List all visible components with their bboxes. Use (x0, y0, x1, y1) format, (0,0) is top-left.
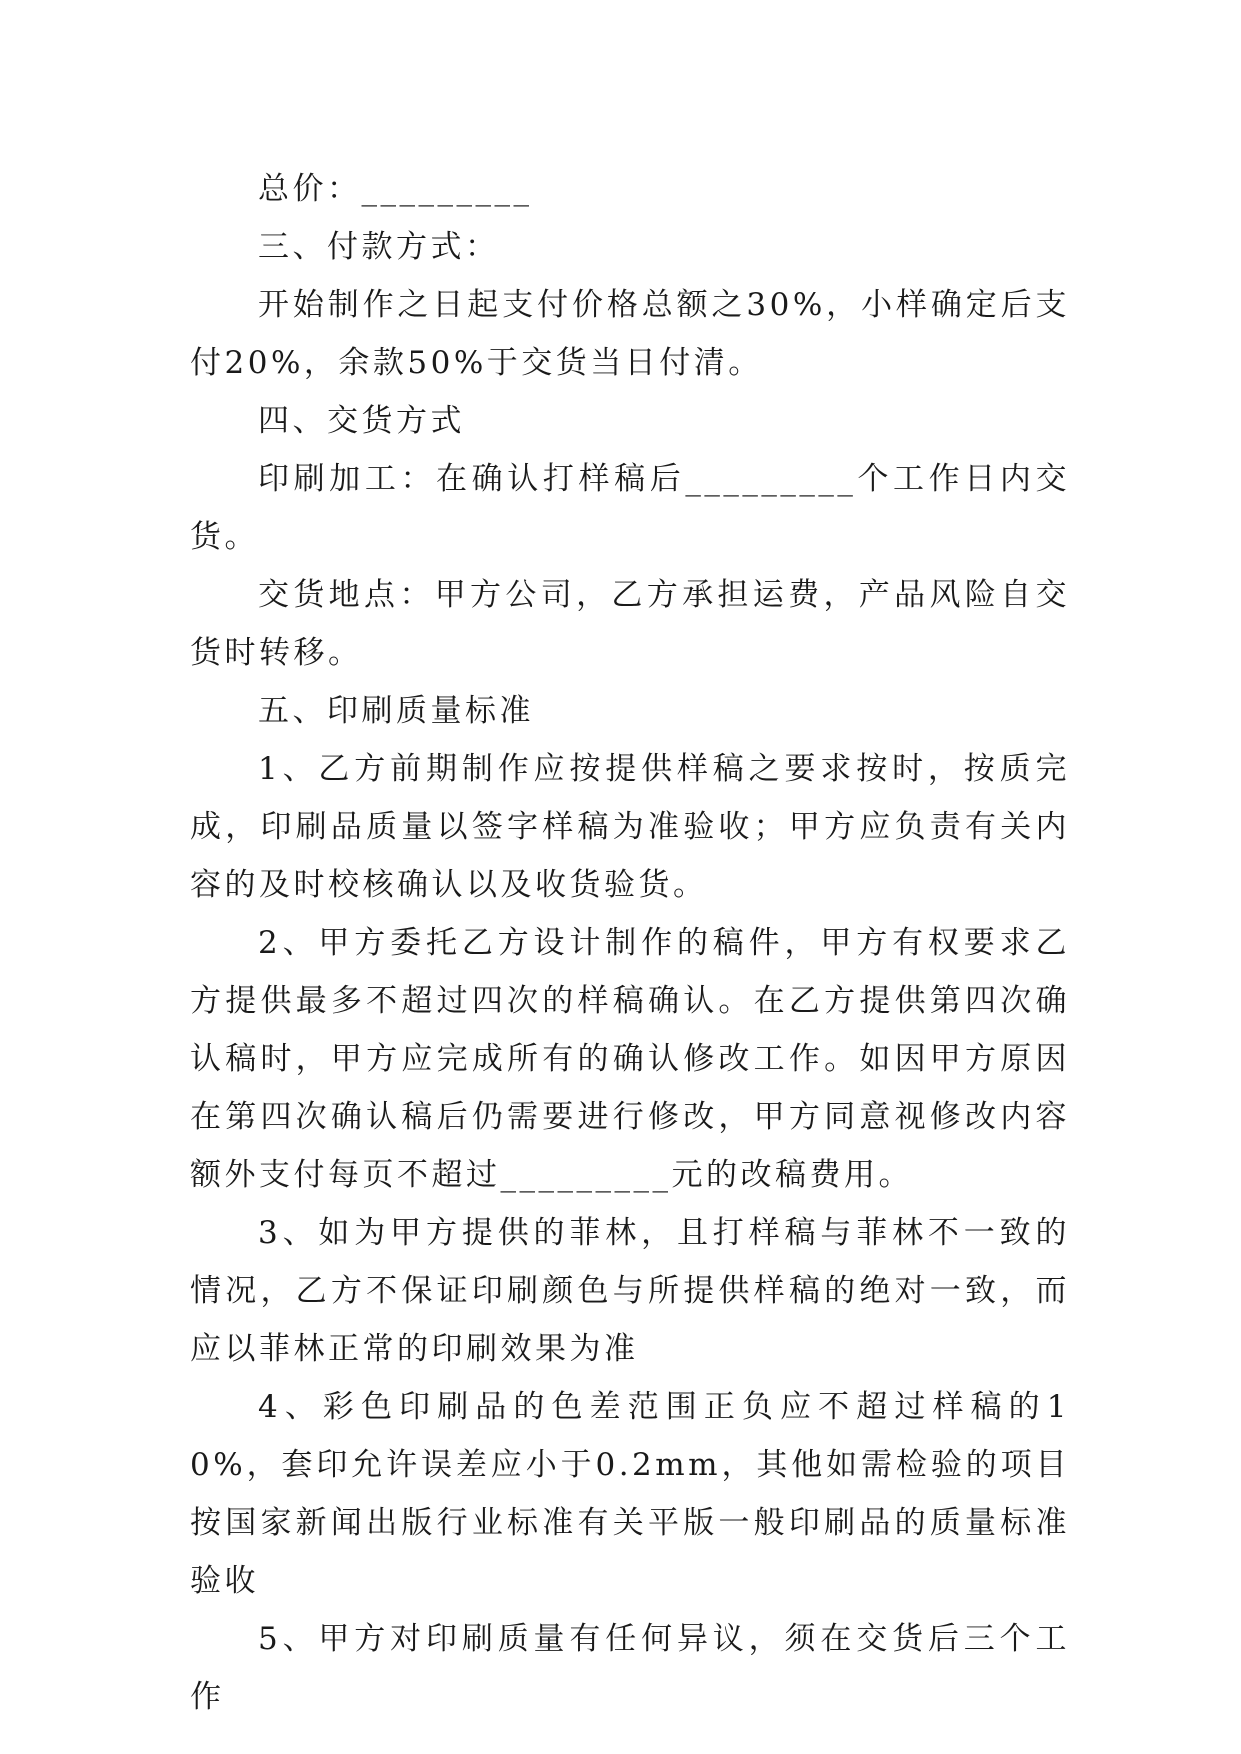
paragraph-payment-terms: 开始制作之日起支付价格总额之30%，小样确定后支付20%，余款50%于交货当日付清。 (190, 287, 1070, 381)
paragraph-delivery-location: 交货地点：甲方公司，乙方承担运费，产品风险自交货时转移。 (190, 577, 1070, 671)
paragraph-quality-item-2: 2、甲方委托乙方设计制作的稿件，甲方有权要求乙方提供最多不超过四次的样稿确认。在乙方提供第四次确认稿时，甲方应完成所有的确认修改工作。如因甲方原因在第四次确认稿后仍需要进行修改，甲方同意视修改内容额外支付每页不超过_________元的改稿费用。 (190, 925, 1070, 1193)
heading-print-quality: 五、印刷质量标准 (258, 693, 534, 729)
heading-payment-method: 三、付款方式： (258, 229, 500, 265)
paragraph-total-price: 总价：_________ (258, 171, 533, 207)
paragraph-quality-item-4: 4、彩色印刷品的色差范围正负应不超过样稿的10%，套印允许误差应小于0.2mm，其他如需检验的项目按国家新闻出版行业标准有关平版一般印刷品的质量标准验收 (190, 1389, 1070, 1599)
paragraph-quality-item-5: 5、甲方对印刷质量有任何异议，须在交货后三个工作 (190, 1621, 1070, 1715)
document-body (190, 160, 1070, 1726)
paragraph-quality-item-3: 3、如为甲方提供的菲林，且打样稿与菲林不一致的情况，乙方不保证印刷颜色与所提供样稿的绝对一致，而应以菲林正常的印刷效果为准 (190, 1215, 1070, 1367)
heading-delivery-method: 四、交货方式 (258, 403, 465, 439)
paragraph-print-processing: 印刷加工：在确认打样稿后_________个工作日内交货。 (190, 461, 1070, 555)
paragraph-quality-item-1: 1、乙方前期制作应按提供样稿之要求按时，按质完成，印刷品质量以签字样稿为准验收；甲方应负责有关内容的及时校核确认以及收货验货。 (190, 751, 1070, 903)
